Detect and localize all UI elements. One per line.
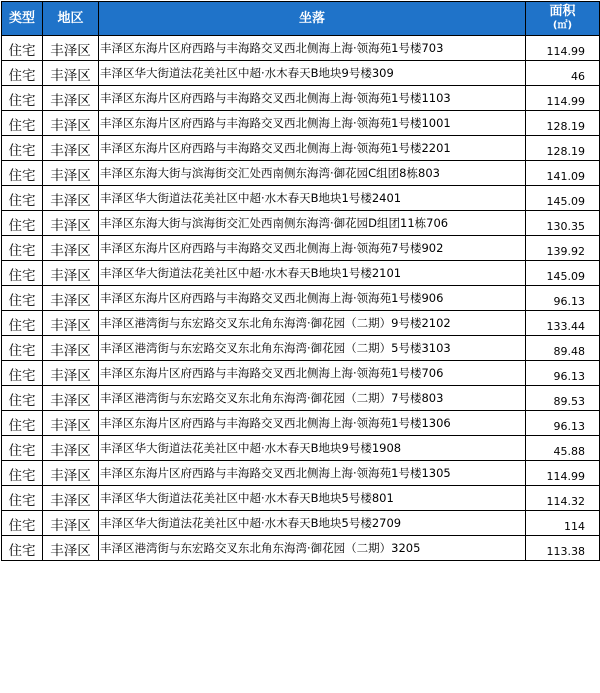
table-row: [2, 436, 600, 461]
cell-area: 114.99: [526, 86, 600, 111]
cell-location: 丰泽区华大街道法花美社区中超·水木春天B地块9号楼1908: [99, 436, 526, 461]
header-district: 地区: [43, 2, 99, 36]
cell-location: 丰泽区东海片区府西路与丰海路交叉西北侧海上海·领海苑1号楼706: [99, 361, 526, 386]
table-row: [2, 86, 600, 111]
cell-district: 丰泽区: [43, 436, 99, 461]
cell-district: 丰泽区: [43, 386, 99, 411]
header-area: [526, 2, 600, 36]
cell-location: 丰泽区华大街道法花美社区中超·水木春天B地块1号楼2101: [99, 261, 526, 286]
header-row: [2, 2, 600, 36]
cell-type: 住宅: [2, 261, 43, 286]
table-row: [2, 311, 600, 336]
cell-location: 丰泽区东海大街与滨海街交汇处西南侧东海湾·御花园D组团11栋706: [99, 211, 526, 236]
property-table: [1, 1, 600, 561]
cell-type: 住宅: [2, 136, 43, 161]
cell-type: 住宅: [2, 436, 43, 461]
table-row: [2, 361, 600, 386]
cell-location: 丰泽区港湾街与东宏路交叉东北角东海湾·御花园（二期）3205: [99, 536, 526, 561]
cell-type: 住宅: [2, 386, 43, 411]
cell-location: 丰泽区华大街道法花美社区中超·水木春天B地块1号楼2401: [99, 186, 526, 211]
cell-district: 丰泽区: [43, 411, 99, 436]
cell-type: 住宅: [2, 111, 43, 136]
table-row: [2, 36, 600, 61]
cell-type: 住宅: [2, 61, 43, 86]
cell-district: 丰泽区: [43, 161, 99, 186]
cell-district: 丰泽区: [43, 511, 99, 536]
cell-type: 住宅: [2, 411, 43, 436]
cell-area: 114.32: [526, 486, 600, 511]
table-row: [2, 336, 600, 361]
table-row: [2, 211, 600, 236]
cell-area: 130.35: [526, 211, 600, 236]
table-row: [2, 286, 600, 311]
cell-type: 住宅: [2, 186, 43, 211]
cell-location: 丰泽区华大街道法花美社区中超·水木春天B地块9号楼309: [99, 61, 526, 86]
cell-district: 丰泽区: [43, 236, 99, 261]
cell-type: 住宅: [2, 536, 43, 561]
cell-area: 96.13: [526, 286, 600, 311]
cell-district: 丰泽区: [43, 286, 99, 311]
cell-location: 丰泽区东海片区府西路与丰海路交叉西北侧海上海·领海苑1号楼906: [99, 286, 526, 311]
cell-type: 住宅: [2, 486, 43, 511]
cell-location: 丰泽区华大街道法花美社区中超·水木春天B地块5号楼801: [99, 486, 526, 511]
cell-district: 丰泽区: [43, 111, 99, 136]
header-location: 坐落: [99, 2, 526, 36]
cell-district: 丰泽区: [43, 261, 99, 286]
cell-area: 45.88: [526, 436, 600, 461]
cell-type: 住宅: [2, 336, 43, 361]
cell-location: 丰泽区东海片区府西路与丰海路交叉西北侧海上海·领海苑1号楼1305: [99, 461, 526, 486]
cell-district: 丰泽区: [43, 536, 99, 561]
cell-location: 丰泽区东海片区府西路与丰海路交叉西北侧海上海·领海苑1号楼1306: [99, 411, 526, 436]
cell-location: 丰泽区港湾街与东宏路交叉东北角东海湾·御花园（二期）7号楼803: [99, 386, 526, 411]
table-row: [2, 161, 600, 186]
cell-area: 114.99: [526, 461, 600, 486]
table-row: [2, 136, 600, 161]
cell-location: 丰泽区华大街道法花美社区中超·水木春天B地块5号楼2709: [99, 511, 526, 536]
cell-type: 住宅: [2, 161, 43, 186]
cell-area: 46: [526, 61, 600, 86]
cell-type: 住宅: [2, 511, 43, 536]
cell-location: 丰泽区东海片区府西路与丰海路交叉西北侧海上海·领海苑1号楼1103: [99, 86, 526, 111]
cell-location: 丰泽区东海片区府西路与丰海路交叉西北侧海上海·领海苑7号楼902: [99, 236, 526, 261]
cell-area: 89.48: [526, 336, 600, 361]
cell-location: 丰泽区东海大街与滨海街交汇处西南侧东海湾·御花园C组团8栋803: [99, 161, 526, 186]
table-row: [2, 111, 600, 136]
cell-area: 141.09: [526, 161, 600, 186]
cell-area: 128.19: [526, 136, 600, 161]
table-body: [2, 36, 600, 561]
cell-area: 145.09: [526, 186, 600, 211]
cell-type: 住宅: [2, 361, 43, 386]
cell-type: 住宅: [2, 461, 43, 486]
table-row: [2, 511, 600, 536]
cell-district: 丰泽区: [43, 311, 99, 336]
cell-location: 丰泽区东海片区府西路与丰海路交叉西北侧海上海·领海苑1号楼2201: [99, 136, 526, 161]
cell-area: 96.13: [526, 411, 600, 436]
cell-area: 133.44: [526, 311, 600, 336]
table-row: [2, 261, 600, 286]
cell-type: 住宅: [2, 86, 43, 111]
cell-location: 丰泽区港湾街与东宏路交叉东北角东海湾·御花园（二期）9号楼2102: [99, 311, 526, 336]
header-type: 类型: [2, 2, 43, 36]
cell-district: 丰泽区: [43, 61, 99, 86]
header-area-unit: (㎡): [552, 19, 573, 31]
cell-location: 丰泽区港湾街与东宏路交叉东北角东海湾·御花园（二期）5号楼3103: [99, 336, 526, 361]
cell-area: 89.53: [526, 386, 600, 411]
table-row: [2, 461, 600, 486]
cell-area: 128.19: [526, 111, 600, 136]
cell-area: 113.38: [526, 536, 600, 561]
cell-district: 丰泽区: [43, 211, 99, 236]
cell-area: 145.09: [526, 261, 600, 286]
cell-district: 丰泽区: [43, 136, 99, 161]
cell-district: 丰泽区: [43, 86, 99, 111]
table-row: [2, 61, 600, 86]
cell-type: 住宅: [2, 211, 43, 236]
table-row: [2, 536, 600, 561]
cell-district: 丰泽区: [43, 336, 99, 361]
cell-district: 丰泽区: [43, 361, 99, 386]
table-row: [2, 386, 600, 411]
cell-type: 住宅: [2, 286, 43, 311]
cell-district: 丰泽区: [43, 486, 99, 511]
table-row: [2, 186, 600, 211]
table-row: [2, 486, 600, 511]
cell-area: 96.13: [526, 361, 600, 386]
table-row: [2, 411, 600, 436]
cell-area: 139.92: [526, 236, 600, 261]
table-row: [2, 236, 600, 261]
cell-type: 住宅: [2, 36, 43, 61]
cell-area: 114: [526, 511, 600, 536]
cell-district: 丰泽区: [43, 461, 99, 486]
cell-district: 丰泽区: [43, 36, 99, 61]
cell-type: 住宅: [2, 311, 43, 336]
cell-location: 丰泽区东海片区府西路与丰海路交叉西北侧海上海·领海苑1号楼703: [99, 36, 526, 61]
cell-location: 丰泽区东海片区府西路与丰海路交叉西北侧海上海·领海苑1号楼1001: [99, 111, 526, 136]
cell-type: 住宅: [2, 236, 43, 261]
cell-area: 114.99: [526, 36, 600, 61]
cell-district: 丰泽区: [43, 186, 99, 211]
header-area-label: 面积: [549, 3, 576, 19]
